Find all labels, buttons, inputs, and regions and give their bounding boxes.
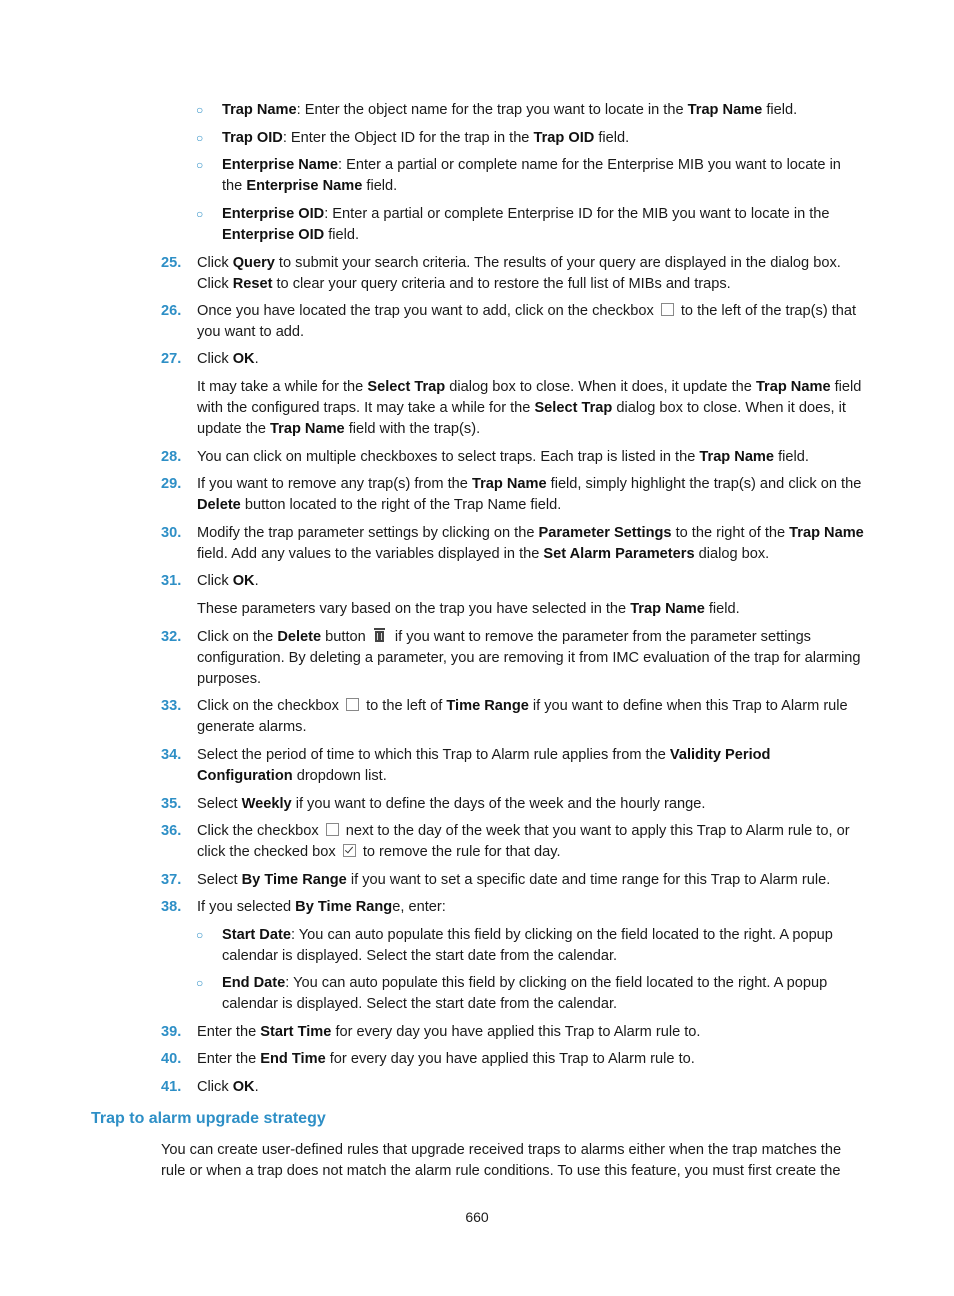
step-number: 41. [161,1079,182,1095]
document-page: ○ Trap Name: Enter the object name for the trap you want to locate in the Trap Name field. ○ Trap OID: Enter the Object ID for the trap in the Trap OID field. ○ Enterprise Name: Enter a partial or complete name for the Enterprise MIB you want to locate in the Enterprise Name field. ○ Enterprise OID: Enter a partial or complete Enterprise ID for the MIB you want to locate in the Enterprise OID field. 25. Click Query to submit your search criteria. The results of your query are displayed in the dialog box. Click Reset to clear your query criteria and to restore the full list of MIBs and traps. 26. Once you have located the trap you want to add, click on the checkbox to the left of the trap(s) that you want to add. 27. Click OK. It may take a while for the Select Trap dialog box to close. When it does, it update the Trap Name field with the configured traps. It may take a while for the Select Trap dialog box to close. When it does, it update the Trap Name field with the trap(s). 28. You can click on multiple checkboxes to select traps. Each trap is listed in the Trap Name field. 29. If you want to remove any trap(s) from the Trap Name field, simply highlight the trap(s) and click on the Delete button located to the right of the Trap Name field. 30. Modify the trap parameter settings by clicking on the Parameter Settings to the right of the Trap Name field. Add any values to the variables displayed in the Set Alarm Parameters dialog box. 31. Click OK. These parameters vary based on the trap you have selected in the Trap Name field. 32. Click on the Delete button if you want to remove the parameter from the parameter settings configuration. By deleting a parameter, you are removing it from IMC evaluation of the trap for alarming purposes. 33. Click on the checkbox to the left of Time Range if you want to define when this Trap to Alarm rule generate alarms. 34. Select the period of time to which this Trap to Alarm rule applies from the Validity Period Configuration dropdown list. 35. Select Weekly if you want to define the days of the week and the hourly range. 36. Click the checkbox next to the day of the week that you want to apply this Trap to Alarm rule to, or click the checked box to remove the rule for that day. 37. Select By Time Range if you want to set a specific date and time range for this Trap to Alarm rule. 38. If you selected By Time Range, enter: ○ Start Date: You can auto populate this field by clicking on the field located to the right. A popup calendar is displayed. Select the start date from the calendar. ○ End Date: You can auto populate this field by clicking on the field located to the right. A popup calendar is displayed. Select the start date from the calendar. 39. Enter the Start Time for every day you have applied this Trap to Alarm rule to. 40. Enter the End Time for every day you have applied this Trap to Alarm rule to. 41. Click OK. Trap to alarm upgrade strategy You can create user-defined rules that upgrade received traps to alarms either when the trap matches the rule or when a trap does not match the alarm rule conditions. To use this feature, you must first create the 660 [0,0,954,1296]
bullet-marker: ○ [196,976,204,990]
bullet-marker: ○ [196,103,204,117]
step-number: 34. [161,747,182,763]
checkbox-icon [326,823,339,836]
step-number: 28. [161,449,182,465]
page-number: 660 [465,1209,489,1225]
bullet-marker: ○ [196,131,204,145]
bullet-marker: ○ [196,928,204,942]
step-number: 30. [161,525,182,541]
step-number: 40. [161,1051,182,1067]
trash-icon [374,628,385,642]
bullet-marker: ○ [196,207,204,221]
step-number: 35. [161,796,182,812]
step-number: 29. [161,476,182,492]
step-number: 37. [161,872,182,888]
checked-checkbox-icon [343,844,356,857]
checkbox-icon [661,303,674,316]
bullet-marker: ○ [196,158,204,172]
step-number: 27. [161,351,182,367]
step-number: 32. [161,629,182,645]
step-number: 38. [161,899,182,915]
step-number: 36. [161,823,182,839]
step-number: 33. [161,698,182,714]
step-number: 31. [161,573,182,589]
step-number: 39. [161,1024,182,1040]
step-number: 25. [161,255,182,271]
step-number: 26. [161,303,182,319]
section-heading: Trap to alarm upgrade strategy [91,1110,326,1127]
checkbox-icon [346,698,359,711]
